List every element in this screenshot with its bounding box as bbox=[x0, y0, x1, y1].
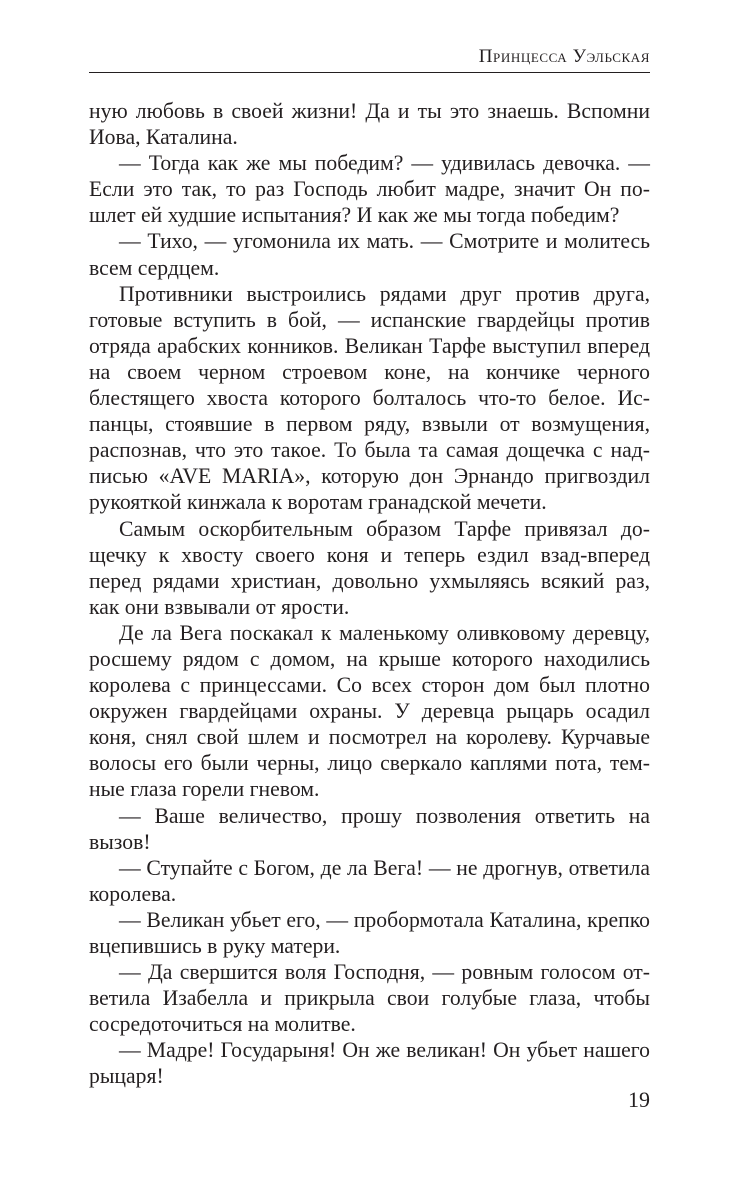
paragraph-6: Де ла Вега поскакал к маленькому оливковому деревцу, росшему рядом с домом, на крыше которого находились королева с принцессами. Со всех сторон дом был плотно окружен гвардейцами охраны. У деревца рыцарь осадил коня, снял свой шлем и посмотрел на королеву. Курчавые волосы его были черны, лицо сверкало каплями пота, темные глаза горели гневом. bbox=[89, 620, 650, 802]
paragraph-7: — Ваше величество, прошу позволения ответить на вызов! bbox=[89, 803, 650, 854]
header-rule bbox=[89, 72, 650, 73]
page-body bbox=[89, 98, 650, 1090]
paragraph-8: — Ступайте с Богом, де ла Вега! — не дрогнув, ответила королева. bbox=[89, 855, 650, 906]
paragraph-11: — Мадре! Государыня! Он же великан! Он убьет нашего рыцаря! bbox=[89, 1038, 650, 1089]
paragraph-2: — Тогда как же мы победим? — удивилась девочка. — Если это так, то раз Господь любит мадре, значит Он пошлет ей худшие испытания? И как же мы тогда победим? bbox=[89, 151, 650, 228]
paragraph-10: — Да свершится воля Господня, — ровным голосом ответила Изабелла и прикрыла свои голубые глаза, чтобы сосредоточиться на молитве. bbox=[89, 960, 650, 1037]
running-header: Принцесса Уэльская bbox=[478, 46, 650, 67]
paragraph-5: Самым оскорбительным образом Тарфе привязал дощечку к хвосту своего коня и теперь ездил взад-вперед перед рядами христиан, довольно ухмыляясь всякий раз, как они взвывали от ярости. bbox=[89, 516, 650, 619]
paragraph-9: — Великан убьет его, — пробормотала Каталина, крепко вцепившись в руку матери. bbox=[89, 907, 650, 958]
paragraph-1: ную любовь в своей жизни! Да и ты это знаешь. Вспомни Иова, Каталина. bbox=[89, 99, 650, 150]
paragraph-3: — Тихо, — угомонила их мать. — Смотрите и молитесь всем сердцем. bbox=[89, 229, 650, 280]
paragraph-4: Противники выстроились рядами друг против друга, готовые вступить в бой, — испанские гвардейцы против отряда арабских конников. Великан Тарфе выступил вперед на своем черном строевом коне, на кончике черного блестящего хвоста которого болталось что-то белое. Испанцы, стоявшие в первом ряду, взвыли от возмущения, распознав, что это такое. То была та самая дощечка с надписью «AVE MARIA», которую дон Эрнандо пригвоздил рукояткой кинжала к воротам гранадской мечети. bbox=[89, 281, 650, 515]
page-number: 19 bbox=[628, 1087, 650, 1112]
